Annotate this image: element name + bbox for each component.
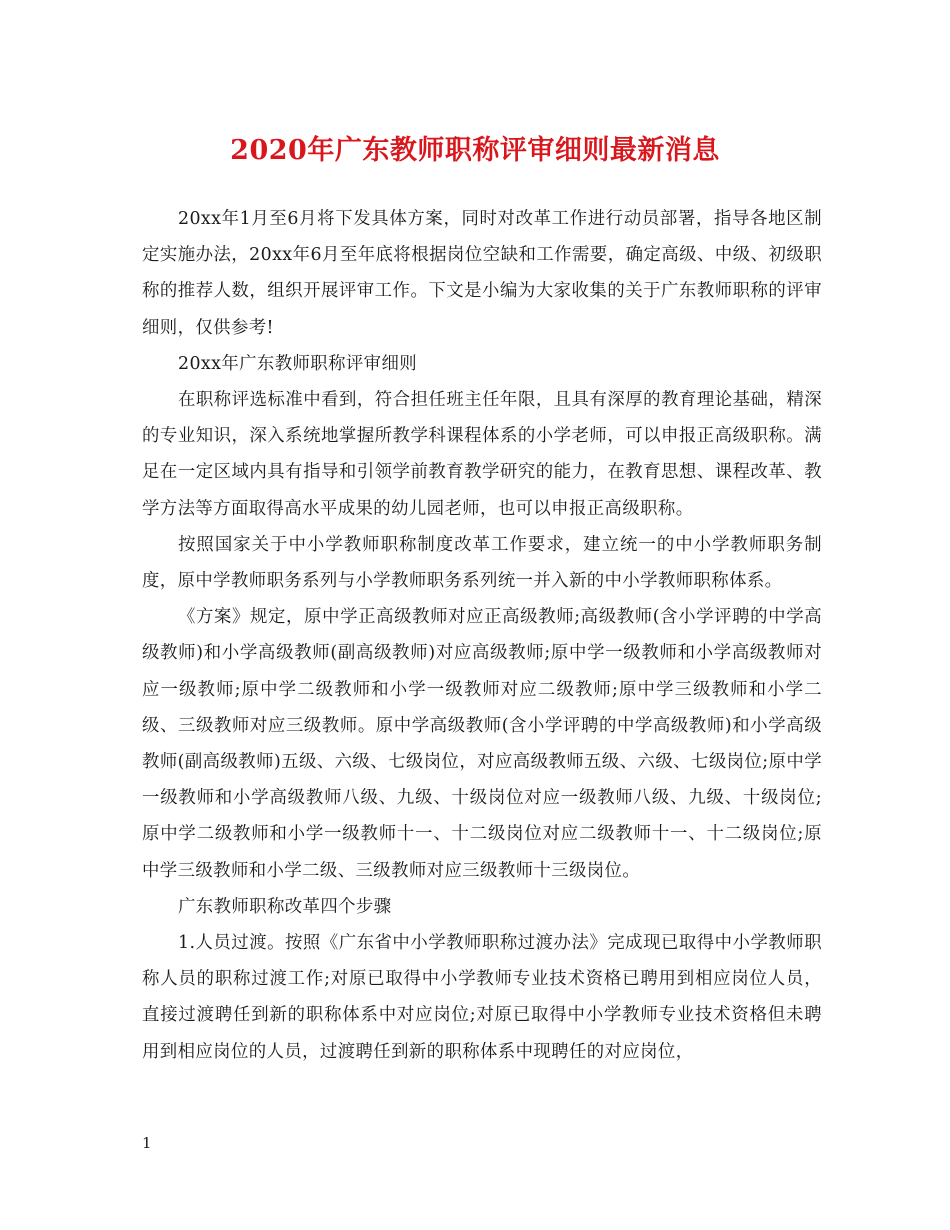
paragraph-reform-requirements: 按照国家关于中小学教师职称制度改革工作要求，建立统一的中小学教师职务制度，原中学教师职务系列与小学教师职务系列统一并入新的中小学教师职称体系。 [142, 534, 822, 592]
section-heading-rules: 20xx年广东教师职称评审细则 [178, 353, 418, 374]
page-number: 1 [142, 1134, 152, 1152]
section-heading-steps: 广东教师职称改革四个步骤 [178, 896, 392, 917]
paragraph-plan-rules: 《方案》规定，原中学正高级教师对应正高级教师;高级教师(含小学评聘的中学高级教师)和小学高级教师(副高级教师)对应高级教师;原中学一级教师和小学高级教师对应一级教师;原中学二级教师和小学一级教师对应二级教师;原中学三级教师和小学二级、三级教师对应三级教师。原中学高级教师(含小学评聘的中学高级教师)和小学高级教师(副高级教师)五级、六级、七级岗位，对应高级教师五级、六级、七级岗位;原中学一级教师和小学高级教师八级、九级、十级岗位对应一级教师八级、九级、十级岗位;原中学二级教师和小学一级教师十一、十二级岗位对应二级教师十一、十二级岗位;原中学三级教师和小学二级、三级教师对应三级教师十三级岗位。 [142, 607, 822, 881]
paragraph-criteria: 在职称评选标准中看到，符合担任班主任年限，且具有深厚的教育理论基础，精深的专业知识，深入系统地掌握所教学科课程体系的小学老师，可以申报正高级职称。满足在一定区域内具有指导和引领学前教育教学研究的能力，在教育思想、课程改革、教学方法等方面取得高水平成果的幼儿园老师，也可以申报正高级职称。 [142, 390, 822, 519]
paragraph-intro: 20xx年1月至6月将下发具体方案，同时对改革工作进行动员部署，指导各地区制定实施办法，20xx年6月至年底将根据岗位空缺和工作需要，确定高级、中级、初级职称的推荐人数，组织开展评审工作。下文是小编为大家收集的关于广东教师职称的评审细则，仅供参考! [142, 209, 822, 338]
paragraph-step-one: 1.人员过渡。按照《广东省中小学教师职称过渡办法》完成现已取得中小学教师职称人员的职称过渡工作;对原已取得中小学教师专业技术资格已聘用到相应岗位人员，直接过渡聘任到新的职称体系中对应岗位;对原已取得中小学教师专业技术资格但未聘用到相应岗位的人员，过渡聘任到新的职称体系中现聘任的对应岗位， [142, 933, 822, 1062]
document-title: 2020年广东教师职称评审细则最新消息 [230, 135, 720, 166]
document-body [142, 201, 822, 1070]
